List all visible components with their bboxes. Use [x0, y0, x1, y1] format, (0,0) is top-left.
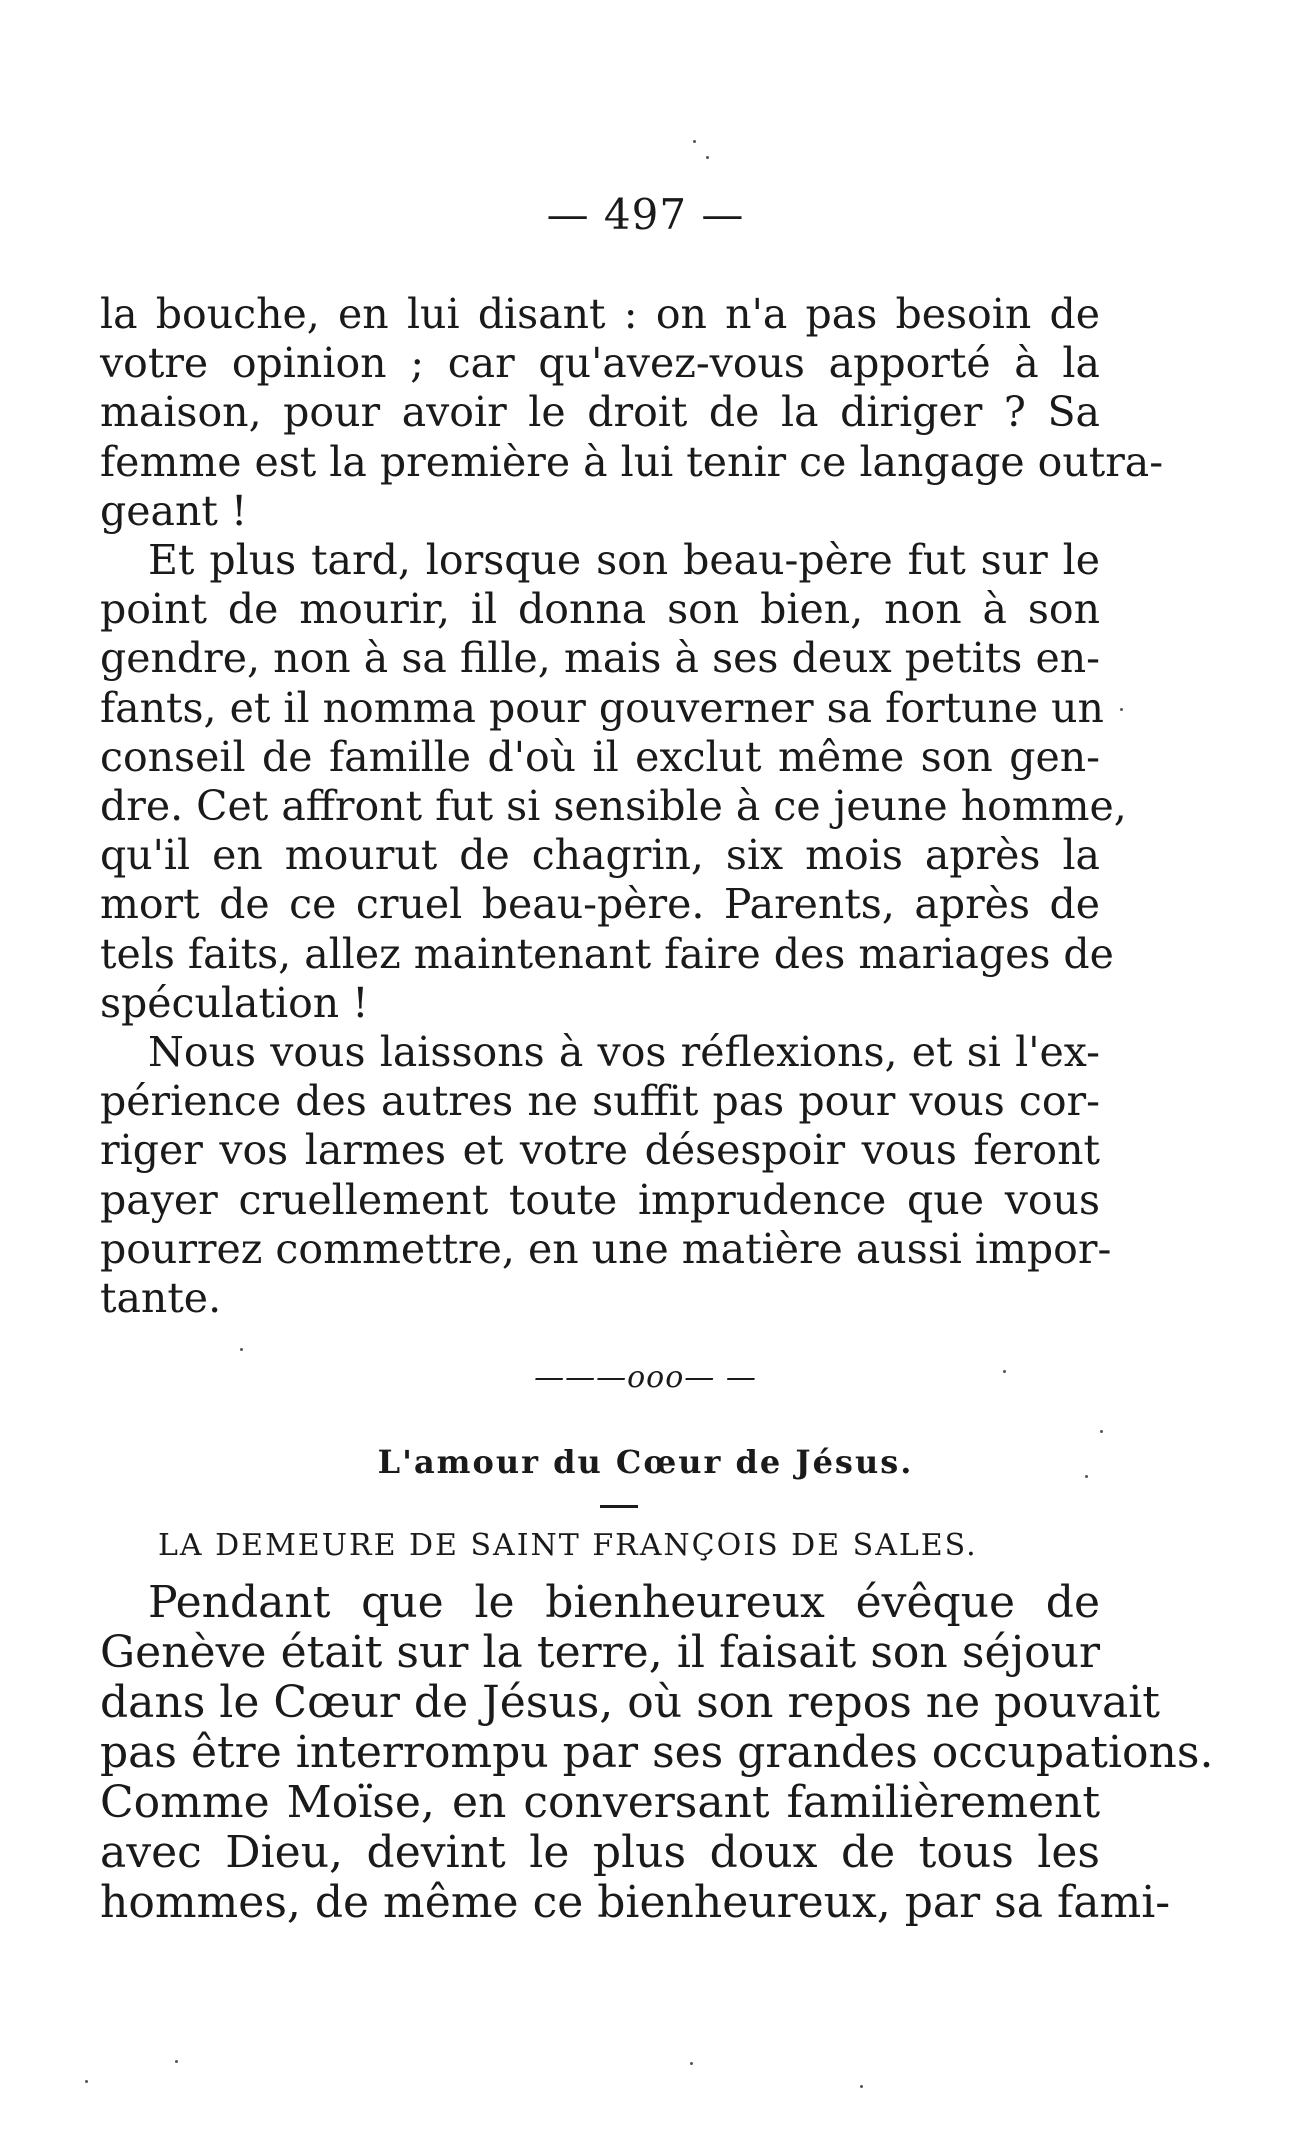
text-line: votre opinion ; car qu'avez-vous apporté à la	[100, 339, 1100, 388]
text-line: femme est la première à lui tenir ce langage outra-	[100, 437, 1164, 486]
page-number: — 497 —	[546, 190, 745, 239]
section-subtitle: LA DEMEURE DE SAINT FRANÇOIS DE SALES.	[158, 1528, 978, 1563]
section-title: L'amour du Cœur de Jésus.	[377, 1443, 914, 1481]
paragraph	[100, 536, 1127, 1028]
text-line: Genève était sur la terre, il faisait son séjour	[100, 1627, 1100, 1678]
text-line: pourrez commettre, en une matière aussi impor-	[100, 1224, 1112, 1273]
text-line: tante.	[100, 1274, 222, 1323]
text-line: maison, pour avoir le droit de la diriger ? Sa	[100, 388, 1100, 437]
text-line: gendre, non à sa fille, mais à ses deux petits en-	[100, 634, 1100, 683]
text-line: Et plus tard, lorsque son beau-père fut sur le	[148, 536, 1100, 585]
section-separator: ———ooo— —	[534, 1360, 757, 1395]
text-line: payer cruellement toute imprudence que vous	[100, 1175, 1100, 1224]
scan-speck	[1120, 708, 1123, 711]
text-line: fants, et il nomma pour gouverner sa fortune un	[100, 683, 1104, 732]
scan-speck	[1100, 1430, 1103, 1433]
text-line: geant !	[100, 486, 248, 535]
text-line: dre. Cet affront fut si sensible à ce jeune homme,	[100, 782, 1127, 831]
text-line: Pendant que le bienheureux évêque de	[148, 1577, 1100, 1628]
scan-speck	[1003, 1370, 1006, 1373]
text-line: Nous vous laissons à vos réflexions, et si l'ex-	[148, 1028, 1100, 1077]
text-line: conseil de famille d'où il exclut même son gen-	[100, 732, 1100, 781]
text-line: dans le Cœur de Jésus, où son repos ne pouvait	[100, 1677, 1160, 1728]
scan-speck	[175, 2060, 178, 2063]
paragraph	[100, 290, 1164, 536]
text-line: la bouche, en lui disant : on n'a pas besoin de	[100, 290, 1100, 338]
text-line: point de mourir, il donna son bien, non à son	[100, 585, 1100, 634]
body-text-bottom	[100, 1577, 1214, 1928]
text-line: Comme Moïse, en conversant familièrement	[100, 1777, 1100, 1828]
scan-speck	[706, 156, 709, 159]
text-line: hommes, de même ce bienheureux, par sa fami-	[100, 1877, 1171, 1928]
text-line: mort de ce cruel beau-père. Parents, après de	[100, 880, 1100, 929]
scan-speck	[1085, 1475, 1088, 1478]
scan-speck	[860, 2085, 863, 2088]
text-line: tels faits, allez maintenant faire des mariages de	[100, 929, 1114, 978]
text-line: périence des autres ne suffit pas pour vous cor-	[100, 1077, 1100, 1126]
text-line: spéculation !	[100, 978, 369, 1027]
paragraph	[100, 1577, 1214, 1928]
title-rule	[600, 1505, 638, 1508]
text-line: qu'il en mourut de chagrin, six mois après la	[100, 831, 1100, 880]
text-line: riger vos larmes et votre désespoir vous feront	[100, 1126, 1100, 1175]
scan-speck	[240, 1348, 243, 1351]
paragraph	[100, 1028, 1112, 1323]
text-line: pas être interrompu par ses grandes occupations.	[100, 1727, 1214, 1778]
scan-speck	[693, 140, 696, 143]
text-line: avec Dieu, devint le plus doux de tous les	[100, 1827, 1100, 1878]
scan-speck	[690, 2062, 693, 2065]
body-text-top	[100, 290, 1164, 1323]
scan-speck	[85, 2080, 88, 2083]
